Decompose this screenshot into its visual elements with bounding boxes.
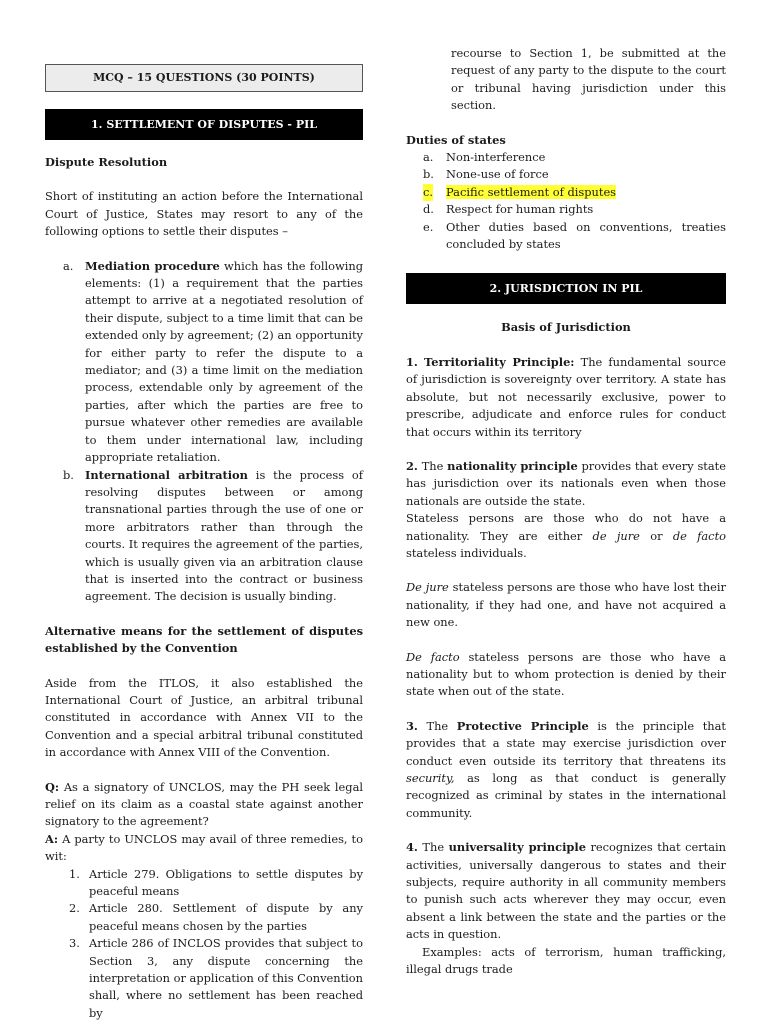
list-item-text: Article 280. Settlement of dispute by any peaceful means chosen by the parties bbox=[89, 901, 363, 933]
text-fragment: or bbox=[639, 528, 673, 543]
section-2-title-bar bbox=[406, 273, 726, 304]
answer-label: A: bbox=[45, 831, 59, 846]
principle-number: 4. bbox=[406, 840, 418, 855]
de-jure-paragraph bbox=[406, 579, 726, 631]
alternative-means-paragraph: Aside from the ITLOS, it also established the International Court of Justice, an arbitral tribunal constituted in accordance with Annex VII to the Convention and a special arbitral tribunal constituted in accordance with Annex VIII of the Convention. bbox=[45, 675, 363, 760]
section-1-title-bar bbox=[45, 109, 363, 140]
question-paragraph bbox=[45, 779, 363, 831]
universality-paragraph bbox=[406, 839, 726, 943]
right-column bbox=[406, 0, 726, 978]
territoriality-paragraph bbox=[406, 354, 726, 441]
universality-text: recognizes that certain activities, universally dangerous to states and their subjects, require authority in all community members to punish such acts wherever they may occur, even absent a link between the state and the parties or the acts in question. bbox=[406, 840, 726, 942]
duties-list bbox=[406, 149, 726, 253]
list-marker: 2. bbox=[69, 901, 80, 916]
mediation-text: which has the following elements: (1) a requirement that the parties attempt to arrive at a negotiated resolution of their dispute, subject to a time limit that can be extended only by agreement; (2) an opportunity for either party to refer the dispute to a mediator; and (3) a time limit on the mediation process, extendable only by agreement of the parties, after which the parties are free to pursue whatever other remedies are available to them under international law, including appropriate retaliation. bbox=[85, 258, 364, 465]
question-text: As a signatory of UNCLOS, may the PH seek legal relief on its claim as a coastal state against another signatory to the agreement? bbox=[45, 779, 363, 829]
nationality-term: nationality principle bbox=[447, 458, 578, 473]
list-item-text bbox=[85, 467, 363, 606]
nationality-text: provides that every state has jurisdiction over its nationals even when those nationals are outside the state. bbox=[406, 458, 726, 508]
list-item-text: Other duties based on conventions, treaties concluded by states bbox=[446, 219, 726, 252]
list-item bbox=[45, 467, 363, 606]
alternative-means-heading: Alternative means for the settlement of disputes established by the Convention bbox=[45, 623, 363, 656]
list-item bbox=[45, 935, 363, 1022]
highlighted-duty-text: Pacific settlement of disputes bbox=[446, 184, 617, 199]
list-marker: d. bbox=[423, 202, 434, 217]
basis-heading: Basis of Jurisdiction bbox=[501, 320, 631, 335]
arbitration-term: International arbitration bbox=[85, 467, 248, 482]
section-1-title: 1. SETTLEMENT OF DISPUTES - PIL bbox=[91, 117, 317, 131]
list-item bbox=[406, 166, 726, 183]
list-item-text: None-use of force bbox=[446, 167, 549, 182]
principle-number: 3. bbox=[406, 718, 418, 733]
de-facto-paragraph bbox=[406, 649, 726, 701]
list-marker: 1. bbox=[69, 866, 80, 881]
de-facto-text: stateless persons are those who have a nationality but to whom protection is denied by their state when out of the state. bbox=[406, 649, 727, 699]
list-item-text: Non-interference bbox=[446, 150, 546, 165]
list-item bbox=[45, 258, 363, 467]
remedies-list bbox=[45, 866, 363, 1023]
text-fragment: is the principle that provides that a state may exercise jurisdiction over conduct even outside its territory that threatens its bbox=[406, 718, 726, 768]
list-item-text: Article 286 of INCLOS provides that subject to Section 3, any dispute concerning the interpretation or application of this Convention shall, where no settlement has been reached by bbox=[89, 936, 363, 1020]
de-facto-label: De facto bbox=[406, 649, 460, 664]
protective-paragraph bbox=[406, 718, 726, 822]
text-fragment: The bbox=[417, 458, 448, 473]
universality-term: universality principle bbox=[448, 840, 586, 855]
settlement-options-list bbox=[45, 258, 363, 606]
dispute-resolution-heading: Dispute Resolution bbox=[45, 155, 168, 169]
list-item bbox=[45, 900, 363, 935]
list-marker: b. bbox=[63, 467, 74, 482]
continuation-paragraph: recourse to Section 1, be submitted at the request of any party to the dispute to the court or tribunal having jurisdiction under this section. bbox=[451, 46, 726, 113]
list-item-highlighted bbox=[406, 184, 726, 201]
text-fragment: stateless individuals. bbox=[406, 545, 527, 560]
text-fragment: as long as that conduct is generally recognized as criminal by states in the international community. bbox=[406, 771, 726, 820]
list-marker: 3. bbox=[69, 936, 80, 951]
principle-number: 1. bbox=[406, 354, 418, 369]
nationality-paragraph bbox=[406, 458, 726, 510]
section-2-title: 2. JURISDICTION IN PIL bbox=[489, 282, 643, 296]
protective-term: Protective Principle bbox=[456, 718, 589, 733]
answer-paragraph bbox=[45, 831, 363, 866]
list-marker: a. bbox=[423, 150, 434, 165]
text-fragment: Stateless persons are those who do not have a nationality. They are either bbox=[406, 511, 726, 543]
examples-paragraph: Examples: acts of terrorism, human trafficking, illegal drugs trade bbox=[406, 944, 726, 977]
answer-text: A party to UNCLOS may avail of three remedies, to wit: bbox=[45, 831, 363, 864]
mcq-header-box bbox=[45, 64, 363, 92]
de-jure-term: de jure bbox=[592, 528, 640, 543]
principle-number: 2. bbox=[406, 458, 418, 473]
list-marker: c. bbox=[423, 184, 433, 201]
territoriality-term: Territoriality Principle: bbox=[424, 354, 575, 369]
intro-paragraph: Short of instituting an action before the International Court of Justice, States may resort to any of the following options to settle their disputes – bbox=[45, 189, 363, 239]
list-marker: a. bbox=[63, 258, 74, 273]
arbitration-text: is the process of resolving disputes between or among transnational parties through the use of one or more arbitrators rather than through the courts. It requires the agreement of the parties, which is usually given via an arbitration clause that is inserted into the contract or business agreement. The decision is usually binding. bbox=[85, 467, 363, 604]
list-marker: e. bbox=[423, 219, 434, 234]
list-marker: b. bbox=[423, 167, 434, 182]
mcq-header-text: MCQ – 15 QUESTIONS (30 POINTS) bbox=[93, 71, 315, 85]
territoriality-text: The fundamental source of jurisdiction is sovereignty over territory. A state has absolute, but not necessarily exclusive, power to prescribe, adjudicate and enforce rules for conduct that occurs within its territory bbox=[406, 354, 726, 439]
de-jure-text: stateless persons are those who have lost their nationality, if they had one, and have not acquired a new one. bbox=[406, 580, 726, 630]
list-item bbox=[406, 149, 726, 166]
list-item bbox=[406, 201, 726, 218]
stateless-paragraph bbox=[406, 510, 726, 562]
question-label: Q: bbox=[45, 779, 60, 794]
list-item bbox=[406, 219, 726, 254]
duties-heading: Duties of states bbox=[406, 132, 506, 147]
list-item-text: Article 279. Obligations to settle disputes by peaceful means bbox=[89, 866, 363, 899]
list-item-text: Respect for human rights bbox=[446, 202, 594, 217]
security-term: security, bbox=[406, 771, 455, 785]
list-item-text bbox=[85, 258, 363, 467]
de-facto-term: de facto bbox=[672, 528, 727, 543]
mediation-term: Mediation procedure bbox=[85, 258, 220, 273]
text-fragment: The bbox=[417, 718, 457, 733]
left-column bbox=[45, 0, 363, 1022]
de-jure-label: De jure bbox=[406, 580, 449, 595]
text-fragment: The bbox=[417, 840, 449, 855]
list-item bbox=[45, 866, 363, 901]
